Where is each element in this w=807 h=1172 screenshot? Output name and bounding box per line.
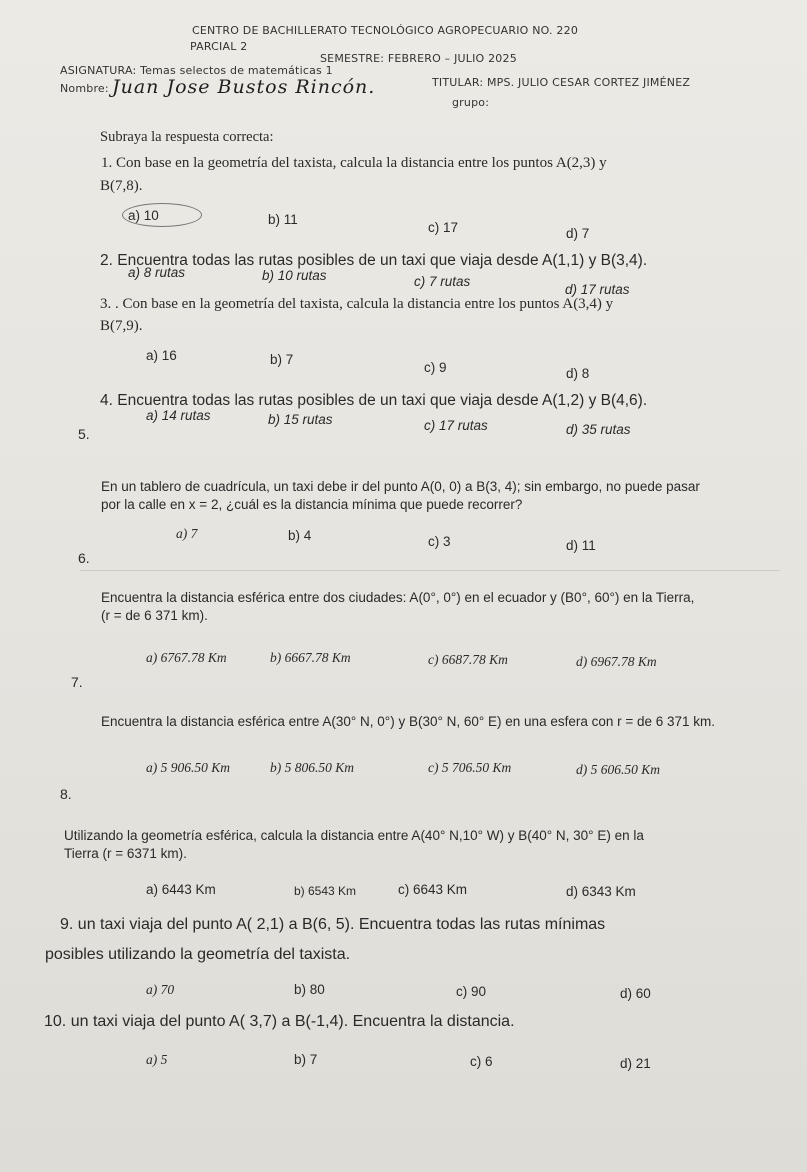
q1-option-b[interactable]: b) 11 bbox=[268, 212, 298, 227]
question-10-text: 10. un taxi viaja del punto A( 3,7) a B(-1,4). Encuentra la distancia. bbox=[44, 1013, 515, 1030]
question-8-text: Utilizando la geometría esférica, calcula la distancia entre A(40° N,10° W) y B(40° N, 30° E) en la bbox=[64, 828, 644, 843]
q6-option-a[interactable]: a) 6767.78 Km bbox=[146, 650, 227, 665]
school-name: CENTRO DE BACHILLERATO TECNOLÓGICO AGROPECUARIO NO. 220 bbox=[192, 24, 579, 37]
q6-option-c[interactable]: c) 6687.78 Km bbox=[428, 652, 508, 667]
q9-option-b[interactable]: b) 80 bbox=[294, 982, 325, 997]
teacher-label: TITULAR: MPS. JULIO CESAR CORTEZ JIMÉNEZ bbox=[432, 76, 691, 89]
q8-option-b[interactable]: b) 6543 Km bbox=[294, 884, 357, 898]
q5-option-b[interactable]: b) 4 bbox=[288, 528, 312, 543]
q7-option-a[interactable]: a) 5 906.50 Km bbox=[146, 760, 230, 775]
q9-option-c[interactable]: c) 90 bbox=[456, 984, 487, 999]
q10-option-c[interactable]: c) 6 bbox=[470, 1054, 493, 1069]
q10-option-a[interactable]: a) 5 bbox=[146, 1052, 168, 1067]
q5-option-a[interactable]: a) 7 bbox=[176, 526, 198, 541]
q1-option-c[interactable]: c) 17 bbox=[428, 220, 459, 235]
q5-option-d[interactable]: d) 11 bbox=[566, 538, 596, 553]
question-5-text: En un tablero de cuadrícula, un taxi debe ir del punto A(0, 0) a B(3, 4); sin embargo, no puede pasar bbox=[101, 479, 700, 494]
question-1-text-line2: B(7,8). bbox=[100, 178, 143, 194]
question-5-text-line2: por la calle en x = 2, ¿cuál es la distancia mínima que puede recorrer? bbox=[101, 497, 523, 512]
question-6-text: Encuentra la distancia esférica entre dos ciudades: A(0°, 0°) en el ecuador y (B0°, 60°) en la Tierra, bbox=[101, 590, 695, 605]
question-6-number: 6. bbox=[78, 550, 90, 566]
q3-option-d[interactable]: d) 8 bbox=[566, 366, 590, 381]
q4-option-b[interactable]: b) 15 rutas bbox=[268, 412, 333, 427]
question-9-text-line2: posibles utilizando la geometría del taxista. bbox=[45, 946, 351, 963]
q9-option-d[interactable]: d) 60 bbox=[620, 986, 651, 1001]
question-7-text: Encuentra la distancia esférica entre A(30° N, 0°) y B(30° N, 60° E) en una esfera con r = de 6 371 km. bbox=[101, 714, 716, 729]
question-2-text: 2. Encuentra todas las rutas posibles de un taxi que viaja desde A(1,1) y B(3,4). bbox=[100, 252, 648, 269]
question-8-number: 8. bbox=[60, 786, 72, 802]
question-1-text: 1. Con base en la geometría del taxista, calcula la distancia entre los puntos A(2,3) y bbox=[101, 155, 607, 171]
q8-option-d[interactable]: d) 6343 Km bbox=[566, 884, 636, 899]
instruction: Subraya la respuesta correcta: bbox=[100, 129, 274, 145]
q1-option-a[interactable]: a) 10 bbox=[128, 208, 159, 223]
question-7-number: 7. bbox=[71, 674, 83, 690]
q6-option-b[interactable]: b) 6667.78 Km bbox=[270, 650, 351, 665]
q2-option-b[interactable]: b) 10 rutas bbox=[262, 268, 327, 283]
q3-option-a[interactable]: a) 16 bbox=[146, 348, 177, 363]
q2-option-a[interactable]: a) 8 rutas bbox=[128, 265, 186, 280]
exam-label: PARCIAL 2 bbox=[190, 40, 248, 53]
q7-option-d[interactable]: d) 5 606.50 Km bbox=[576, 762, 660, 777]
subject-label: ASIGNATURA: Temas selectos de matemáticas 1 bbox=[60, 64, 333, 77]
q1-answer-circle bbox=[122, 203, 202, 227]
question-5-number: 5. bbox=[78, 426, 90, 442]
question-8-text-line2: Tierra (r = 6371 km). bbox=[64, 846, 187, 861]
q7-option-c[interactable]: c) 5 706.50 Km bbox=[428, 760, 512, 775]
q9-option-a[interactable]: a) 70 bbox=[146, 982, 175, 997]
q4-option-a[interactable]: a) 14 rutas bbox=[146, 408, 211, 423]
q2-option-c[interactable]: c) 7 rutas bbox=[414, 274, 471, 289]
q8-option-a[interactable]: a) 6443 Km bbox=[146, 882, 216, 897]
q4-option-c[interactable]: c) 17 rutas bbox=[424, 418, 488, 433]
q3-option-b[interactable]: b) 7 bbox=[270, 352, 294, 367]
q7-option-b[interactable]: b) 5 806.50 Km bbox=[270, 760, 354, 775]
question-4-text: 4. Encuentra todas las rutas posibles de un taxi que viaja desde A(1,2) y B(4,6). bbox=[100, 392, 648, 409]
q1-option-d[interactable]: d) 7 bbox=[566, 226, 590, 241]
q4-option-d[interactable]: d) 35 rutas bbox=[566, 422, 631, 437]
group-label: grupo: bbox=[452, 96, 490, 109]
name-label: Nombre: bbox=[60, 82, 109, 95]
q2-option-d[interactable]: d) 17 rutas bbox=[565, 282, 630, 297]
q3-option-c[interactable]: c) 9 bbox=[424, 360, 447, 375]
q6-option-d[interactable]: d) 6967.78 Km bbox=[576, 654, 657, 669]
q8-option-c[interactable]: c) 6643 Km bbox=[398, 882, 468, 897]
divider bbox=[80, 570, 780, 571]
question-6-text-line2: (r = de 6 371 km). bbox=[101, 608, 208, 623]
question-9-text: 9. un taxi viaja del punto A( 2,1) a B(6, 5). Encuentra todas las rutas mínimas bbox=[60, 916, 606, 933]
question-3-text: 3. . Con base en la geometría del taxista, calcula la distancia entre los puntos A(3,4) y bbox=[100, 296, 614, 312]
semester-label: SEMESTRE: FEBRERO – JULIO 2025 bbox=[320, 52, 517, 65]
student-name: Juan Jose Bustos Rincón. bbox=[112, 76, 376, 98]
question-3-text-line2: B(7,9). bbox=[100, 318, 143, 334]
q10-option-d[interactable]: d) 21 bbox=[620, 1056, 651, 1071]
q10-option-b[interactable]: b) 7 bbox=[294, 1052, 318, 1067]
q5-option-c[interactable]: c) 3 bbox=[428, 534, 451, 549]
